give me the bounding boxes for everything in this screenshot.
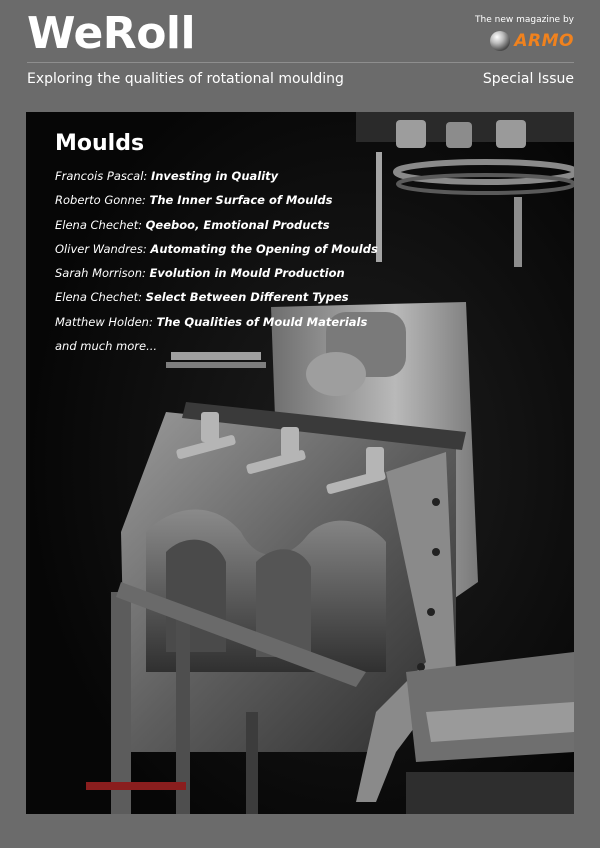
article-author: Oliver Wandres: (55, 241, 147, 256)
article-author: Francois Pascal: (55, 169, 148, 183)
article-title: The Inner Surface of Moulds (149, 193, 333, 208)
header-divider (27, 62, 574, 63)
article-title: Automating the Opening of Moulds (150, 241, 378, 256)
publisher-brand (464, 14, 574, 52)
armo-logo-text: ARMO (514, 31, 574, 51)
more-text: and much more... (55, 339, 158, 354)
list-item (55, 213, 385, 237)
cover-photo (26, 112, 574, 814)
article-author: Sarah Morrison: (55, 266, 146, 281)
article-author: Elena Chechet: (55, 217, 142, 232)
masthead-subtitle: Exploring the qualities of rotational moulding (27, 71, 344, 87)
armo-logo (464, 30, 574, 52)
article-title: Qeeboo, Emotional Products (145, 217, 330, 232)
list-item (55, 261, 385, 285)
article-list (55, 164, 385, 358)
article-author: Matthew Holden: (55, 314, 153, 329)
article-author: Elena Chechet: (55, 290, 142, 305)
sphere-icon (489, 30, 511, 52)
issue-label: Special Issue (482, 71, 574, 87)
article-author: Roberto Gonne: (55, 193, 146, 208)
list-item (55, 188, 385, 212)
article-title: Investing in Quality (150, 169, 279, 183)
masthead-title: WeRoll (27, 8, 196, 59)
brand-tagline: The new magazine by (475, 15, 574, 25)
list-item (55, 310, 385, 334)
list-item (55, 237, 385, 261)
article-title: Select Between Different Types (145, 290, 349, 305)
list-item (55, 285, 385, 309)
article-title: The Qualities of Mould Materials (156, 314, 368, 329)
cover-heading: Moulds (55, 131, 145, 156)
article-title: Evolution in Mould Production (149, 266, 345, 281)
list-item (55, 164, 385, 188)
contents-list (55, 130, 385, 358)
